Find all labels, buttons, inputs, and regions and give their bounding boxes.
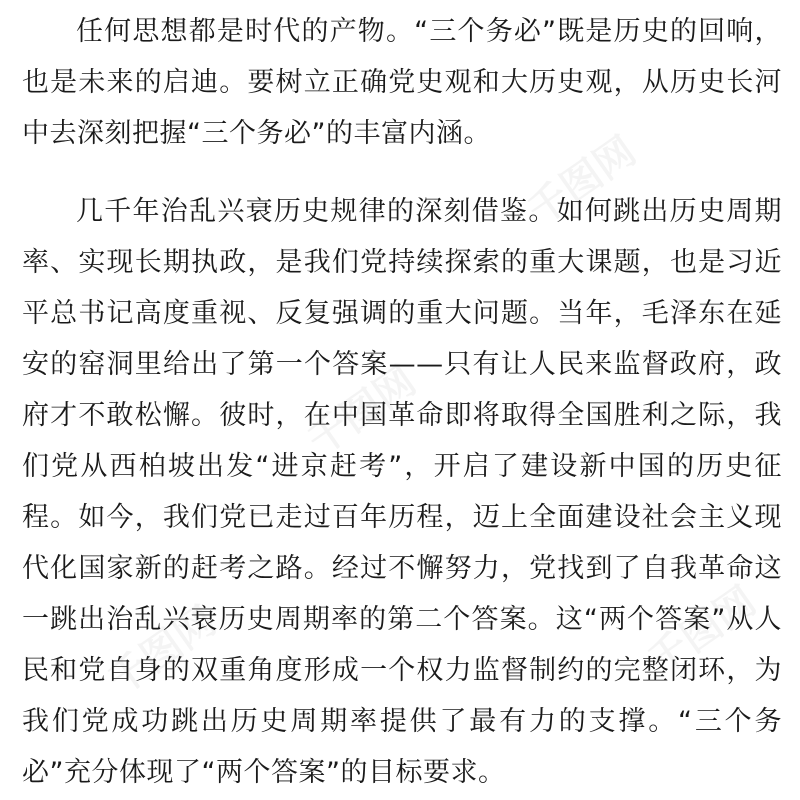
paragraph-2: 几千年治乱兴衰历史规律的深刻借鉴。如何跳出历史周期率、实现长期执政，是我们党持续探索的重大课题，也是习近平总书记高度重视、反复强调的重大问题。当年，毛泽东在延安的窑洞里给出了第一个答案——只有让人民来监督政府，政府才不敢松懈。彼时，在中国革命即将取得全国胜利之际，我们党从西柏坡出发“进京赶考”，开启了建设新中国的历史征程。如今，我们党已走过百年历程，迈上全面建设社会主义现代化国家新的赶考之路。经过不懈努力，党找到了自我革命这一跳出治乱兴衰历史周期率的第二个答案。这“两个答案”从人民和党自身的双重角度形成一个权力监督制约的完整闭环，为我们党成功跳出历史周期率提供了最有力的支撑。“三个务必”充分体现了“两个答案”的目标要求。: [22, 196, 782, 788]
paragraph-1: 任何思想都是时代的产物。“三个务必”既是历史的回响，也是未来的启迪。要树立正确党史观和大历史观，从历史长河中去深刻把握“三个务必”的丰富内涵。: [22, 16, 782, 149]
